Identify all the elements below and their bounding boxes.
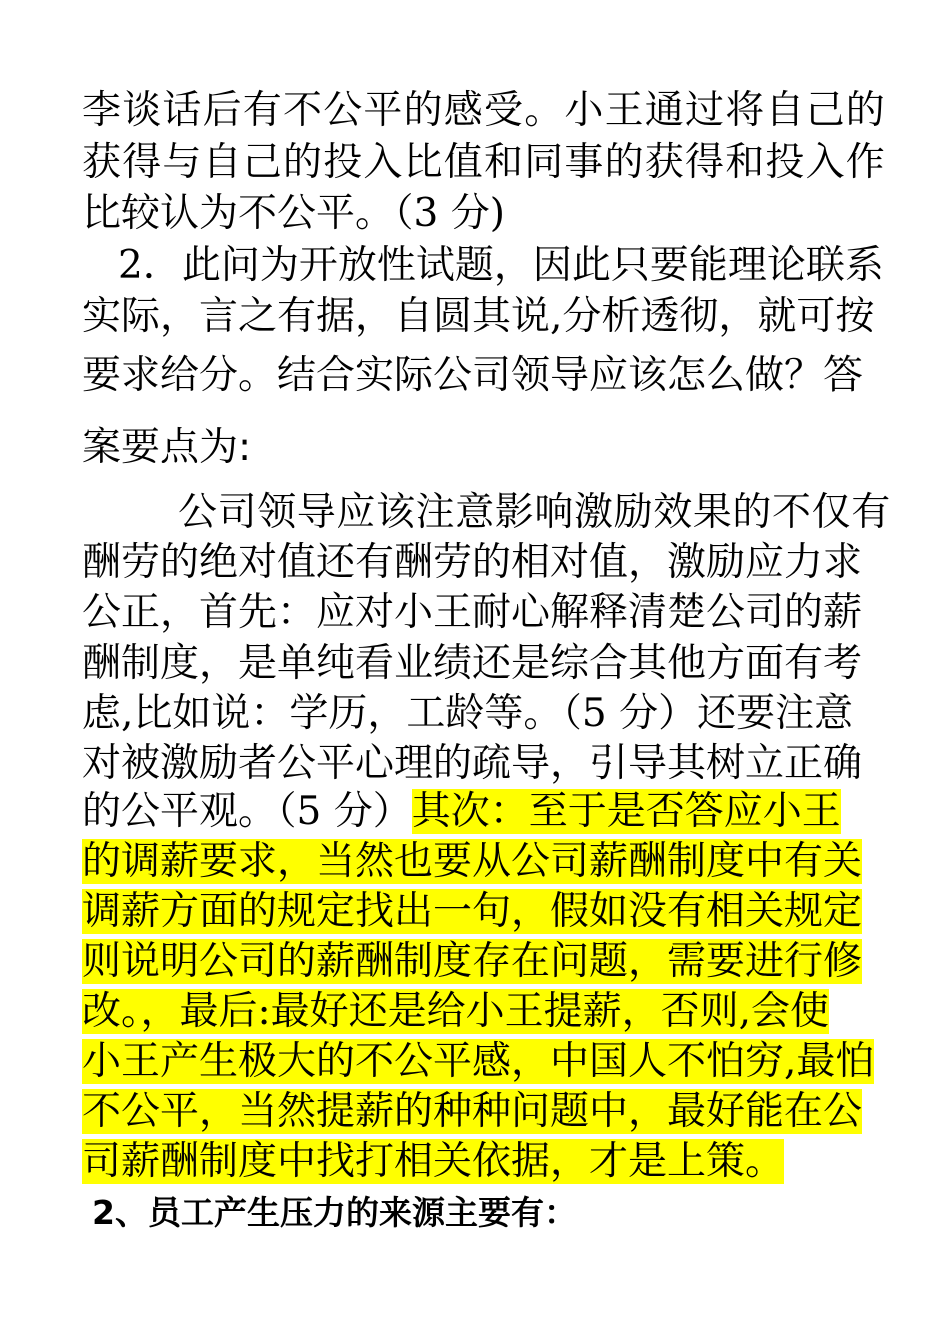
highlighted-text: 其次：至于是否答应小王 [411, 789, 841, 834]
highlighted-line [82, 1039, 874, 1085]
text-line: 实际，言之有据，自圆其说,分析透彻，就可按 [82, 294, 875, 339]
text-line: 酬制度，是单纯看业绩还是综合其他方面有考 [82, 641, 863, 686]
text-line: 虑,比如说：学历，工龄等。（5 分）还要注意 [82, 691, 854, 736]
text-line: 获得与自己的投入比值和同事的获得和投入作 [82, 140, 887, 185]
highlighted-line [82, 1089, 862, 1135]
text-line: 酬劳的绝对值还有酬劳的相对值，激励应力求 [82, 540, 863, 585]
highlighted-text: 不公平，当然提薪的种种问题中，最好能在公 [82, 1089, 863, 1134]
highlighted-text: 的调薪要求，当然也要从公司薪酬制度中有关 [82, 839, 863, 884]
section-heading: 案要点为: [82, 425, 252, 470]
highlighted-line [82, 989, 829, 1035]
section-heading: 2、员工产生压力的来源主要有： [92, 1193, 577, 1232]
text-line: 比较认为不公平。（3 分) [82, 191, 505, 236]
text-segment: 答 [823, 352, 864, 398]
text-line: 对被激励者公平心理的疏导，引导其树立正确 [82, 741, 863, 786]
highlighted-line [82, 1139, 784, 1185]
highlighted-text: 调薪方面的规定找出一句，假如没有相关规定 [82, 889, 863, 934]
highlighted-text: 小王产生极大的不公平感，中国人不怕穷,最怕 [82, 1039, 875, 1084]
text-line [82, 789, 841, 835]
text-segment: 的公平观。（5 分） [82, 789, 412, 834]
text-line: 公正，首先：应对小王耐心解释清楚公司的薪 [82, 590, 863, 635]
highlighted-line [82, 939, 862, 985]
highlighted-line [82, 839, 862, 885]
text-segment: 要求给分。结合实际公司领导应该怎么做？ [82, 353, 824, 398]
highlighted-text: 则说明公司的薪酬制度存在问题，需要进行修 [82, 939, 863, 984]
text-line: 李谈话后有不公平的感受。小王通过将自己的 [82, 88, 887, 133]
highlighted-text: 司薪酬制度中找打相关依据，才是上策。 [82, 1139, 785, 1184]
text-line: 公司领导应该注意影响激励效果的不仅有 [178, 490, 891, 535]
text-line [82, 352, 863, 399]
highlighted-line [82, 889, 862, 935]
text-line: 2．此问为开放性试题，因此只要能理论联系 [118, 243, 884, 288]
highlighted-text: 改。，最后:最好还是给小王提薪，否则,会使 [82, 989, 830, 1034]
